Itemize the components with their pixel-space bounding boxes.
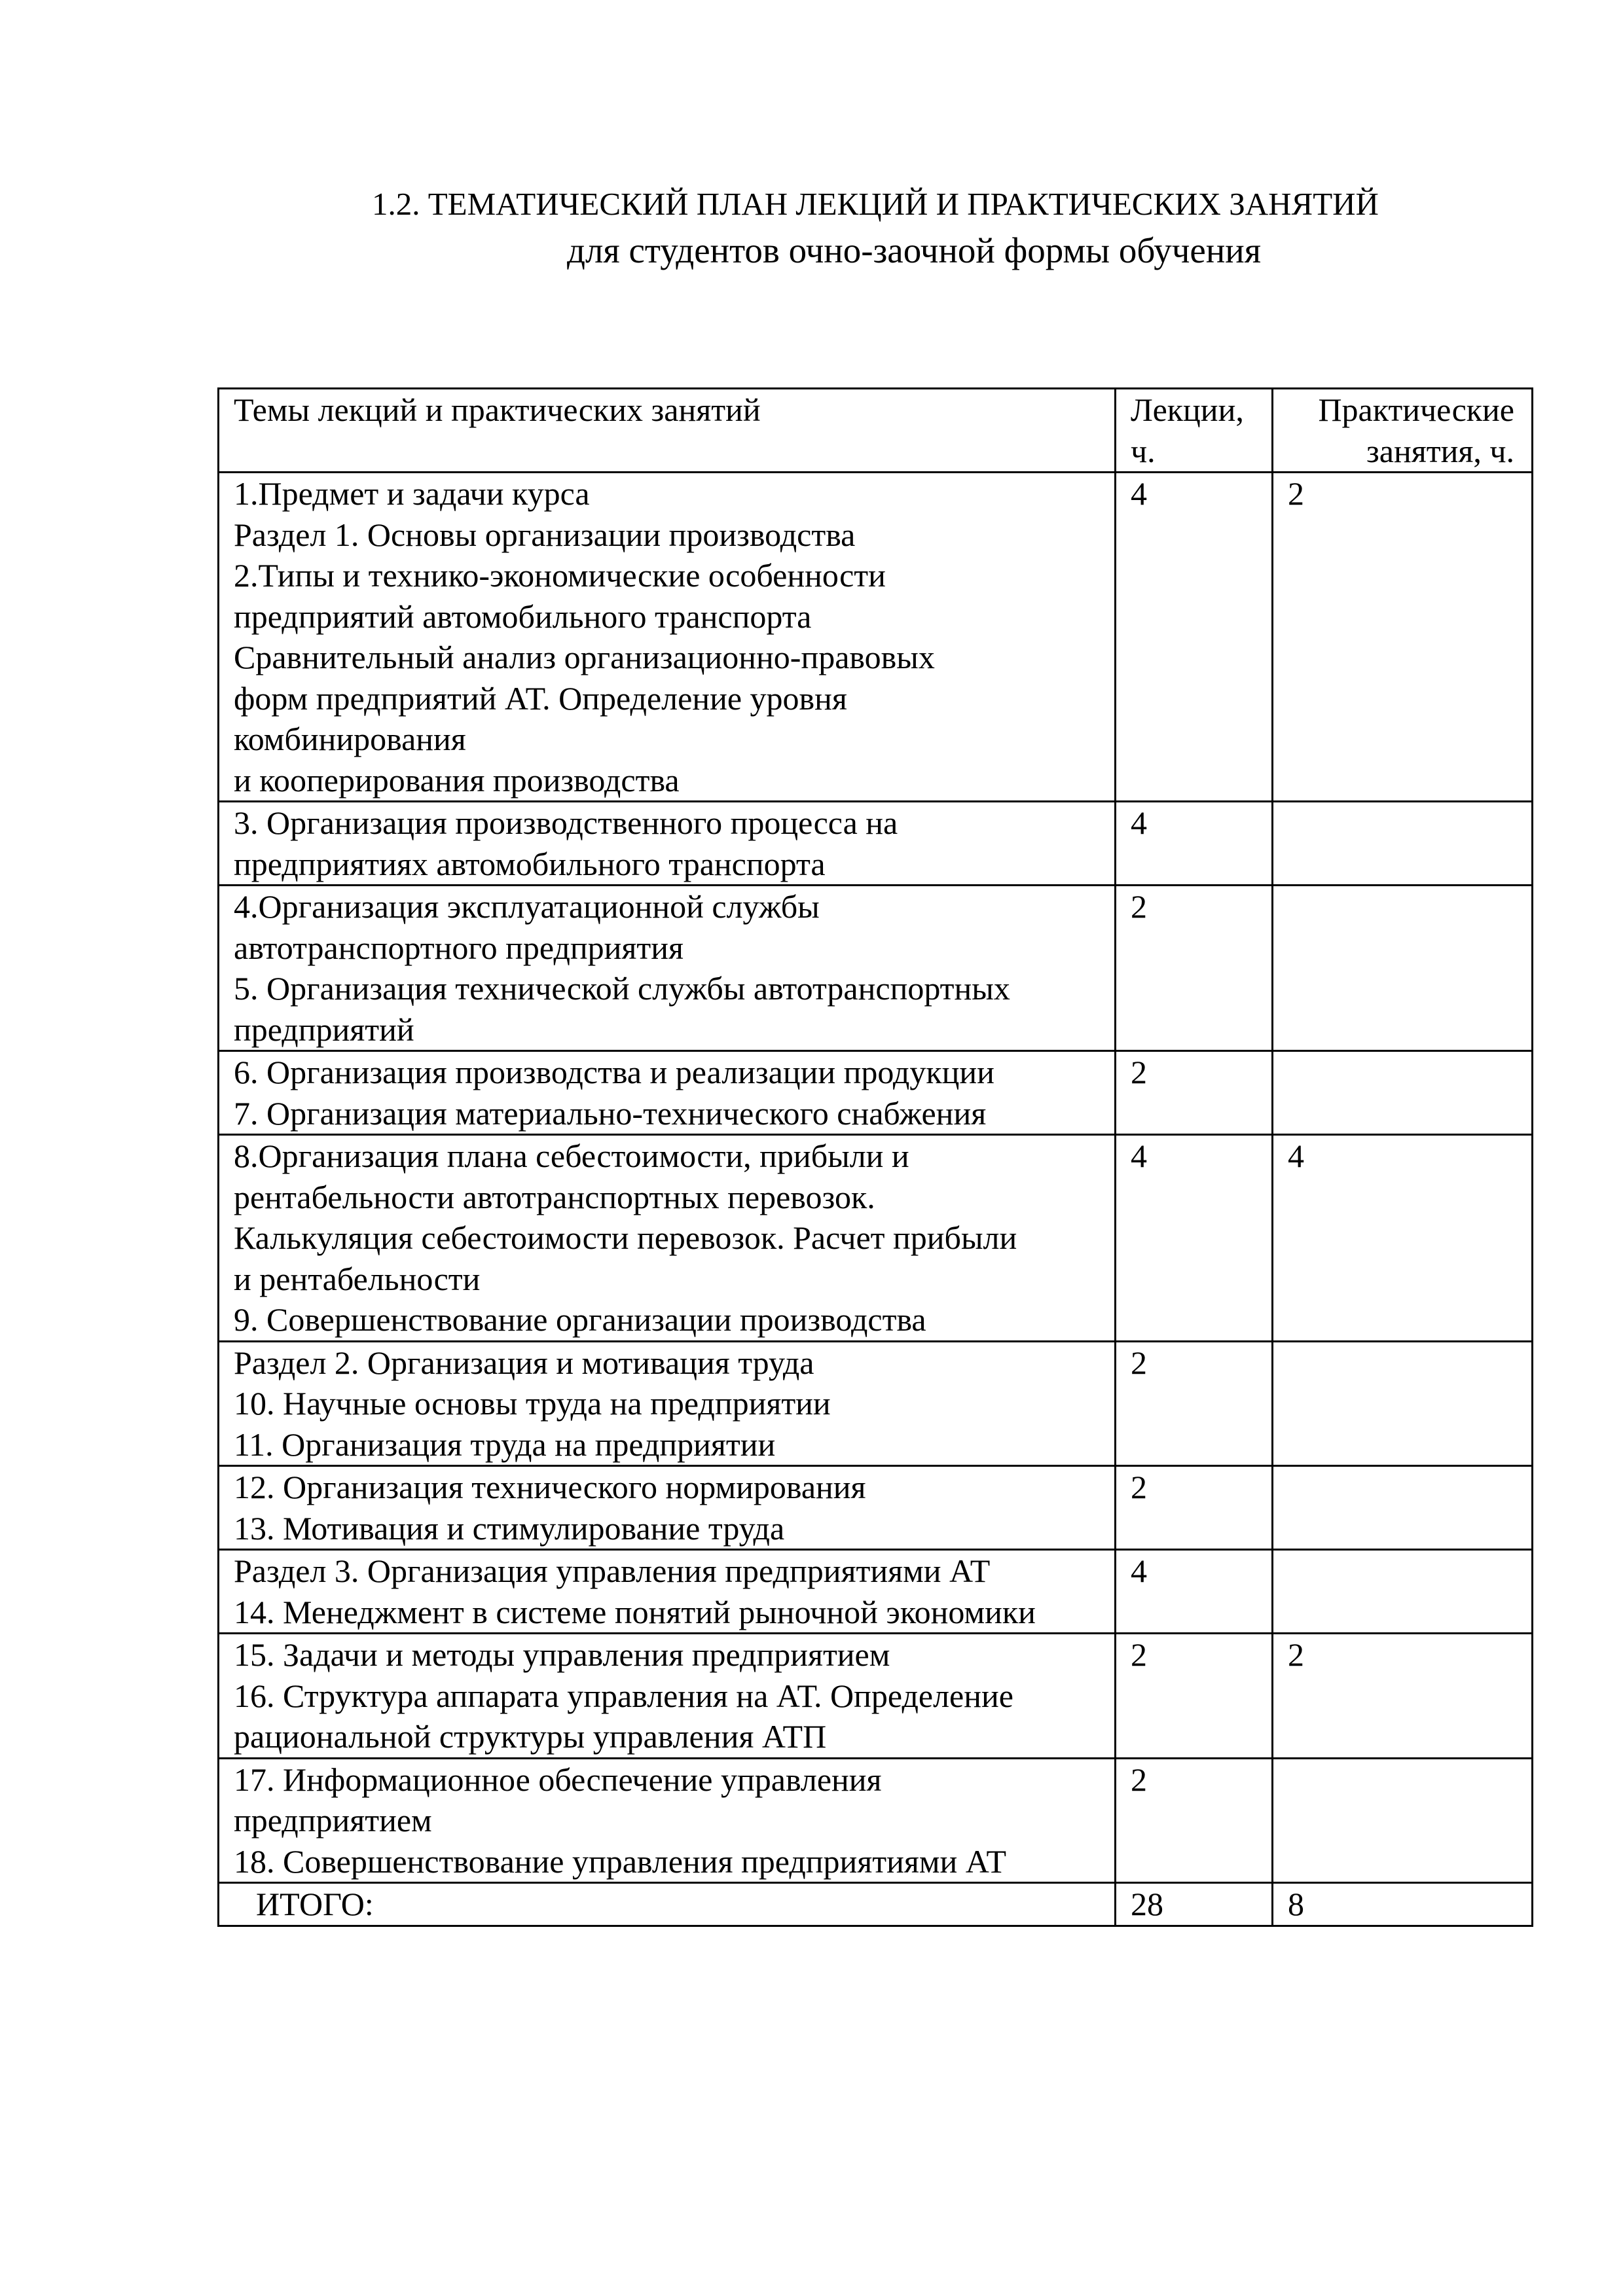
table-row — [219, 886, 1533, 1051]
topic-cell — [219, 802, 1116, 886]
lectures-hours-cell: 2 — [1116, 1466, 1273, 1550]
topic-line: 8.Организация плана себестоимости, прибыли и — [234, 1138, 909, 1174]
practice-hours-cell — [1273, 886, 1533, 1051]
topic-line: предприятиях автомобильного транспорта — [234, 845, 826, 882]
topic-line: 6. Организация производства и реализации продукции — [234, 1054, 994, 1090]
topic-line: 10. Научные основы труда на предприятии — [234, 1385, 831, 1422]
topic-cell — [219, 1758, 1116, 1883]
topic-line: 16. Структура аппарата управления на АТ. Определение — [234, 1677, 1013, 1714]
table-row — [219, 1634, 1533, 1759]
practice-hours-cell — [1273, 1051, 1533, 1135]
topic-line: Раздел 3. Организация управления предприятиями АТ — [234, 1552, 991, 1589]
topic-line: форм предприятий АТ. Определение уровня — [234, 679, 847, 717]
header-topics-label: Темы лекций и практических занятий — [234, 391, 761, 428]
practice-hours-cell: 2 — [1273, 473, 1533, 802]
topic-line: Сравнительный анализ организационно-правовых — [234, 639, 935, 675]
practice-hours-cell — [1273, 1341, 1533, 1466]
topic-cell — [219, 1634, 1116, 1759]
topic-line: 17. Информационное обеспечение управления — [234, 1761, 882, 1798]
topic-line: 3. Организация производственного процесса на — [234, 804, 898, 841]
header-topics — [219, 389, 1116, 473]
header-lectures-line2: ч. — [1131, 432, 1156, 469]
topic-line: автотранспортного предприятия — [234, 929, 684, 966]
topic-line: предприятий — [234, 1011, 414, 1048]
table-row — [219, 1051, 1533, 1135]
topic-cell — [219, 1051, 1116, 1135]
header-practice-line1: Практические — [1318, 391, 1514, 428]
header-practice-line2: занятия, ч. — [1366, 432, 1514, 469]
topic-line: комбинирования — [234, 721, 466, 757]
topic-line: 4.Организация эксплуатационной службы — [234, 888, 820, 925]
topic-line: 14. Менеджмент в системе понятий рыночной экономики — [234, 1593, 1036, 1630]
topic-line: 2.Типы и технико-экономические особенности — [234, 557, 886, 594]
topic-cell — [219, 1466, 1116, 1550]
topic-cell — [219, 886, 1116, 1051]
practice-hours-cell — [1273, 1758, 1533, 1883]
lectures-hours-cell: 2 — [1116, 1341, 1273, 1466]
document-subtitle: для студентов очно-заочной формы обучения — [567, 230, 1262, 270]
lectures-hours-cell: 4 — [1116, 473, 1273, 802]
lectures-hours-cell: 4 — [1116, 1135, 1273, 1342]
lectures-hours-cell: 2 — [1116, 886, 1273, 1051]
topic-cell — [219, 1341, 1116, 1466]
lectures-hours-cell: 2 — [1116, 1758, 1273, 1883]
topic-cell — [219, 1135, 1116, 1342]
topic-line: 13. Мотивация и стимулирование труда — [234, 1509, 785, 1547]
header-lectures-line1: Лекции, — [1131, 391, 1244, 428]
topic-line: 18. Совершенствование управления предприятиями АТ — [234, 1842, 1007, 1880]
topic-cell — [219, 473, 1116, 802]
topic-cell — [219, 1550, 1116, 1634]
thematic-plan-table — [217, 387, 1533, 1927]
topic-line: 11. Организация труда на предприятии — [234, 1426, 776, 1463]
topic-line: 1.Предмет и задачи курса — [234, 475, 590, 512]
document-title: 1.2. ТЕМАТИЧЕСКИЙ ПЛАН ЛЕКЦИЙ И ПРАКТИЧЕСКИХ ЗАНЯТИЙ — [372, 186, 1379, 222]
total-row — [219, 1883, 1533, 1926]
topic-line: предприятий автомобильного транспорта — [234, 598, 812, 635]
topic-line: 5. Организация технической службы автотранспортных — [234, 970, 1010, 1007]
topic-line: и кооперирования производства — [234, 761, 680, 798]
lectures-hours-cell: 4 — [1116, 802, 1273, 886]
table-row — [219, 1758, 1533, 1883]
table-row — [219, 1341, 1533, 1466]
total-lectures-cell: 28 — [1116, 1883, 1273, 1926]
topic-line: рентабельности автотранспортных перевозок. — [234, 1178, 875, 1215]
table-row — [219, 1466, 1533, 1550]
practice-hours-cell — [1273, 802, 1533, 886]
practice-hours-cell — [1273, 1550, 1533, 1634]
table-row — [219, 1550, 1533, 1634]
topic-line: рациональной структуры управления АТП — [234, 1718, 827, 1755]
topic-line: Калькуляция себестоимости перевозок. Расчет прибыли — [234, 1219, 1017, 1256]
lectures-hours-cell: 4 — [1116, 1550, 1273, 1634]
table-row — [219, 473, 1533, 802]
lectures-hours-cell: 2 — [1116, 1634, 1273, 1759]
practice-hours-cell: 2 — [1273, 1634, 1533, 1759]
header-practice — [1273, 389, 1533, 473]
lectures-hours-cell: 2 — [1116, 1051, 1273, 1135]
topic-line: Раздел 1. Основы организации производства — [234, 516, 856, 553]
topic-line: Раздел 2. Организация и мотивация труда — [234, 1344, 814, 1381]
topic-line: предприятием — [234, 1802, 432, 1839]
header-lectures — [1116, 389, 1273, 473]
practice-hours-cell — [1273, 1466, 1533, 1550]
total-label-cell: ИТОГО: — [219, 1883, 1116, 1926]
topic-line: 7. Организация материально-технического снабжения — [234, 1094, 987, 1132]
table-row — [219, 802, 1533, 886]
topic-line: и рентабельности — [234, 1260, 481, 1297]
topic-line: 9. Совершенствование организации производства — [234, 1301, 926, 1338]
table-header-row — [219, 389, 1533, 473]
total-practice-cell: 8 — [1273, 1883, 1533, 1926]
practice-hours-cell: 4 — [1273, 1135, 1533, 1342]
table-row — [219, 1135, 1533, 1342]
topic-line: 15. Задачи и методы управления предприятием — [234, 1636, 890, 1673]
topic-line: 12. Организация технического нормирования — [234, 1469, 866, 1505]
